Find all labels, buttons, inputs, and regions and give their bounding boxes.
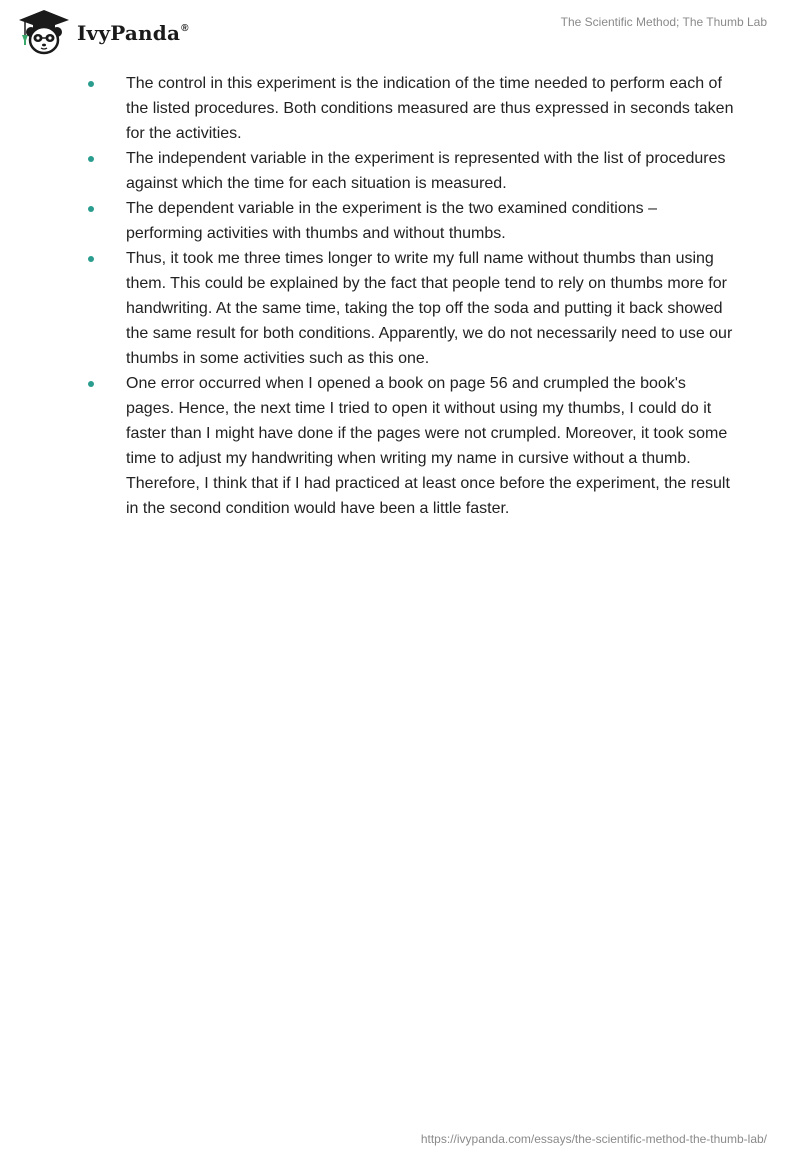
bullet-icon [88, 81, 94, 87]
list-item [86, 246, 736, 371]
bullet-icon [88, 206, 94, 212]
brand-logo[interactable] [17, 9, 189, 55]
bullet-icon [88, 381, 94, 387]
list-item [86, 71, 736, 146]
page-header [0, 0, 800, 60]
document-title: The Scientific Method; The Thumb Lab [560, 15, 767, 29]
list-item [86, 196, 736, 246]
bullet-list [86, 71, 736, 521]
list-item-text: One error occurred when I opened a book on page 56 and crumpled the book's pages. Hence, the next time I tried to open it without using my thumbs, I could do it faster than I might have done if the pages were not crumpled. Moreover, it took some time to adjust my handwriting when writing my name in cursive without a thumb. Therefore, I think that if I had practiced at least once before the experiment, the result in the second condition would have been a little faster. [126, 375, 730, 517]
list-item [86, 146, 736, 196]
list-item-text: The independent variable in the experiment is represented with the list of procedures against which the time for each situation is measured. [126, 150, 726, 192]
list-item-text: The control in this experiment is the indication of the time needed to perform each of the listed procedures. Both conditions measured are thus expressed in seconds taken for the activities. [126, 75, 734, 142]
bullet-icon [88, 256, 94, 262]
source-url-link[interactable]: https://ivypanda.com/essays/the-scientific-method-the-thumb-lab/ [420, 1132, 767, 1146]
list-item [86, 371, 736, 521]
essay-body [86, 71, 736, 521]
list-item-text: Thus, it took me three times longer to write my full name without thumbs than using them. This could be explained by the fact that people tend to rely on thumbs more for handwriting. At the same time, taking the top off the soda and putting it back showed the same result for both conditions. Apparently, we do not necessarily need to use our thumbs in some activities such as this one. [126, 250, 733, 367]
panda-graduate-icon [17, 9, 71, 55]
list-item-text: The dependent variable in the experiment is the two examined conditions – performing activities with thumbs and without thumbs. [126, 200, 657, 242]
brand-name: IvyPanda® [77, 21, 189, 45]
registered-mark: ® [181, 23, 189, 34]
bullet-icon [88, 156, 94, 162]
